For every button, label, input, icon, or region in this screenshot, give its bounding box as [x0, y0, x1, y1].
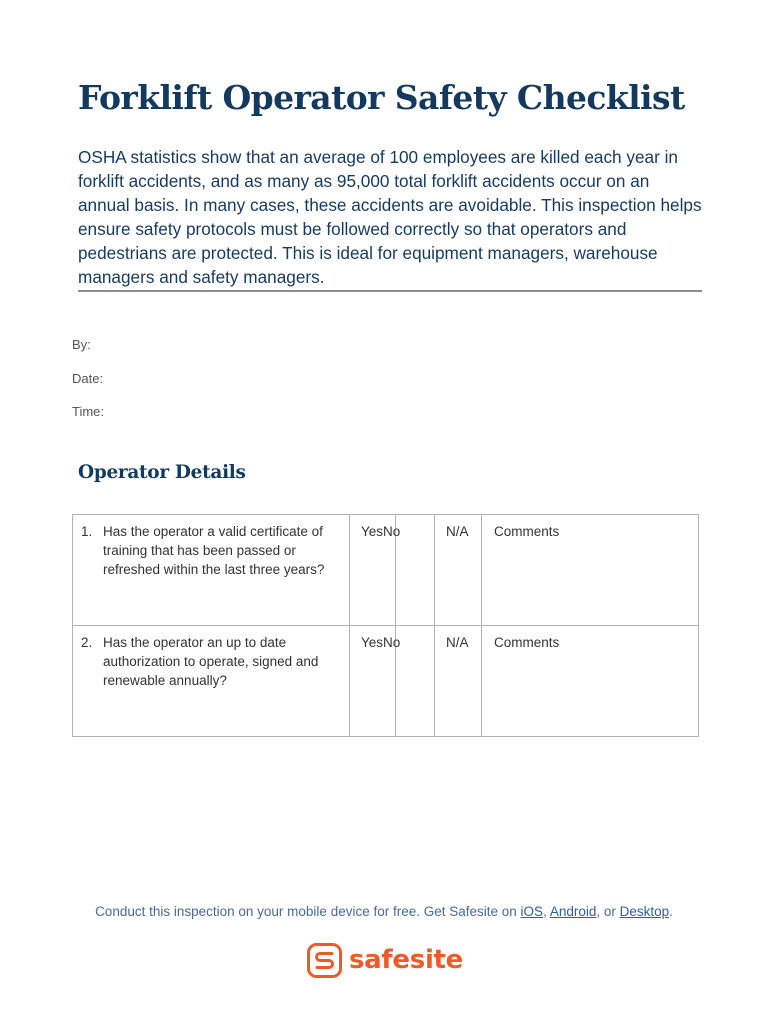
yes-label: Yes: [361, 635, 384, 650]
question-number: 2.: [81, 635, 93, 650]
footer-text: Conduct this inspection on your mobile device for free. Get Safesite on: [95, 904, 521, 919]
table-row: [73, 626, 699, 737]
na-option[interactable]: [435, 626, 482, 737]
checklist-table: [72, 514, 699, 737]
comments-label: Comments: [494, 524, 560, 539]
comments-label: Comments: [494, 635, 560, 650]
footer-note: [0, 904, 768, 919]
table-row: [73, 515, 699, 626]
desktop-link[interactable]: Desktop: [619, 904, 670, 919]
no-option[interactable]: [396, 626, 435, 737]
no-label: No: [383, 635, 401, 650]
no-label: No: [383, 524, 401, 539]
brand-name: safesite: [349, 945, 464, 975]
footer-separator: , or: [596, 904, 620, 919]
document-title: Forklift Operator Safety Checklist: [78, 78, 685, 117]
android-link[interactable]: Android: [549, 904, 597, 919]
na-label: N/A: [446, 524, 469, 539]
ios-link[interactable]: iOS: [520, 904, 544, 919]
na-label: N/A: [446, 635, 469, 650]
yes-label: Yes: [361, 524, 384, 539]
footer-period: .: [669, 904, 673, 919]
safesite-logo: [307, 941, 463, 979]
comments-field[interactable]: [482, 515, 699, 626]
no-option[interactable]: [396, 515, 435, 626]
question-cell: [73, 515, 350, 626]
question-number: 1.: [81, 524, 93, 539]
yes-option[interactable]: [350, 515, 401, 626]
na-option[interactable]: [435, 515, 482, 626]
question-text: Has the operator an up to date authorization to operate, signed and renewable annually?: [103, 635, 319, 688]
question-text: Has the operator a valid certificate of training that has been passed or refreshed within the last three years?: [103, 524, 325, 577]
by-label: By:: [72, 337, 91, 352]
yes-option[interactable]: [350, 626, 401, 737]
comments-field[interactable]: [482, 626, 699, 737]
time-label: Time:: [72, 404, 105, 419]
question-cell: [73, 626, 350, 737]
safesite-logo-icon: [307, 943, 342, 978]
intro-paragraph: OSHA statistics show that an average of 100 employees are killed each year in forklift accidents, and as many as 95,000 total forklift accidents occur on an annual basis. In many cases, these accidents are avoidable. This inspection helps ensure safety protocols must be followed correctly so that operators and pedestrians are protected. This is ideal for equipment managers, warehouse managers and safety managers.: [78, 145, 702, 292]
date-label: Date:: [72, 371, 104, 386]
section-title: Operator Details: [78, 462, 246, 483]
footer-separator: ,: [543, 904, 550, 919]
